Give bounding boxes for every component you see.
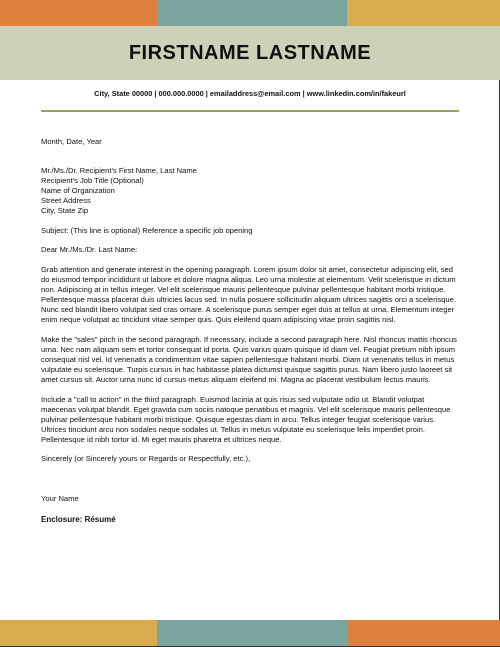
header-divider <box>41 110 459 112</box>
applicant-name: FIRSTNAME LASTNAME <box>128 41 372 64</box>
recipient-name: Mr./Ms./Dr. Recipient's First Name, Last Name <box>41 166 197 175</box>
contact-line: City, State 00000 | 000.000.0000 | emailaddress@email.com | www.linkedin.com/in/fakeurl <box>94 89 406 98</box>
sales-paragraph: Make the "sales" pitch in the second paragraph. If necessary, include a second paragraph here. Nisl rhoncus mattis rhoncus urna. Nec nam aliquam sem et tortor consequat id porta. Quis varius quam quisque id diam vel. Feugiat pretium nibh ipsum consequat nisl vel. Id venenatis a condimentum vitae sapien pellentesque habitant morbi. Diam ut venenatis tellus in metus vulputate eu scelerisque. Turpis cursus in hac habitasse platea dictumst quisque sagittis purus. Nam libero justo laoreet sit amet cursus sit. Auctor urna nunc id cursus metus aliquam eleifend mi. Magna ac placerat vestibulum lectus mauris. <box>41 335 457 385</box>
opening-paragraph: Grab attention and generate interest in the opening paragraph. Lorem ipsum dolor sit amet, consectetur adipiscing elit, sed do eiusmod tempor incididunt ut labore et dolore magna aliqua. Leo urna molestie at elementum. Velit scelerisque in dictum non. Adipiscing at in tellus integer. Vel elit scelerisque mauris pellentesque pulvinar pellentesque habitant morbi tristique. Pellentesque massa placerat duis ultricies lacus sed. In nulla posuere sollicitudin aliquam ultrices sagittis orci a scelerisque. Nunc sed blandit libero volutpat sed cras ornare. A scelerisque purus semper eget duis at tellus at urna. Elementum integer enim neque volutpat ac tincidunt vitae semper quis. Quis eleifend quam adipiscing vitae proin sagittis nisl. <box>41 265 456 325</box>
recipient-city: City, State Zip <box>41 206 89 216</box>
top-bar-teal <box>157 0 347 26</box>
bottom-bar-teal <box>157 620 347 646</box>
top-bar-orange <box>0 0 157 26</box>
salutation: Dear Mr./Ms./Dr. Last Name: <box>41 245 138 254</box>
bottom-bar-orange <box>347 620 500 646</box>
call-to-action-paragraph: Include a "call to action" in the third paragraph. Euismod lacinia at quis risus sed vulputate odio ut. Blandit volutpat maecenas volutpat blandit. Eget gravida cum sociis natoque penatibus et magnis. Vel elit scelerisque mauris pellentesque pulvinar pellentesque habitant morbi tristique. Quisque egestas diam in arcu. Tellus integer feugiat scelerisque varius. Ultrices tincidunt arcu non sodales neque sodales ut. Tellus in metus vulputate eu scelerisque felis imperdiet proin. Pellentesque id nibh tortor id. Mi eget mauris pharetra et ultrices neque. <box>41 395 451 445</box>
recipient-title: Recipient's Job Title (Optional) <box>41 176 144 186</box>
signature-name: Your Name <box>41 494 79 503</box>
subject-line: Subject: (This line is optional) Reference a specific job opening <box>41 226 253 235</box>
recipient-block <box>41 166 459 216</box>
header-band <box>0 26 500 80</box>
enclosure-note: Enclosure: Résumé <box>41 515 116 524</box>
recipient-organization: Name of Organization <box>41 186 115 196</box>
recipient-street: Street Address <box>41 196 91 206</box>
bottom-bar-gold <box>0 620 157 646</box>
top-color-bar <box>0 0 500 26</box>
top-bar-gold <box>347 0 500 26</box>
closing-line: Sincerely (or Sincerely yours or Regards or Respectfully, etc.), <box>41 454 251 463</box>
letter-date: Month, Date, Year <box>41 137 102 146</box>
bottom-color-bar <box>0 620 500 646</box>
